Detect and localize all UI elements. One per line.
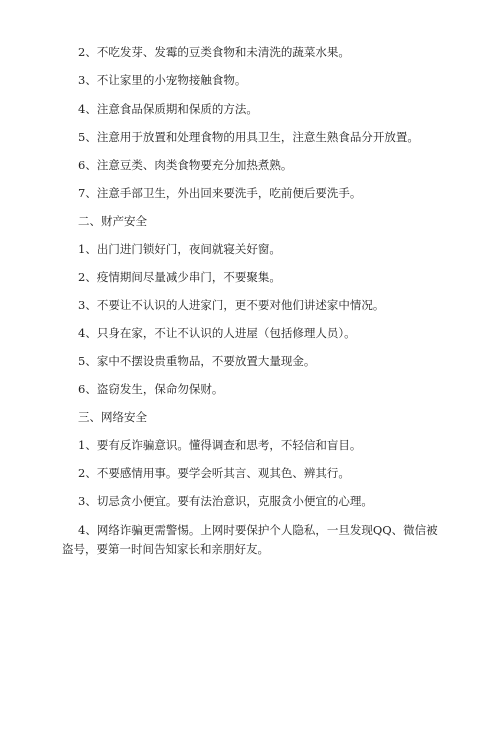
food-safety-item-7: 7、注意手部卫生，外出回来要洗手，吃前便后要洗手。 bbox=[78, 186, 362, 200]
food-safety-item-3: 3、不让家里的小宠物接触食物。 bbox=[78, 73, 247, 87]
food-safety-item-4: 4、注意食品保质期和保质的方法。 bbox=[78, 102, 258, 116]
network-safety-item-2: 2、不要感情用事。要学会听其言、观其色、辨其行。 bbox=[78, 466, 350, 480]
network-safety-item-1: 1、要有反诈骗意识。懂得调查和思考，不轻信和盲目。 bbox=[78, 438, 362, 452]
network-safety-item-4: 4、网络诈骗更需警惕。上网时要保护个人隐私，一旦发现QQ、微信被 盗号，要第一时间告知家长和亲朋好友。 bbox=[62, 523, 438, 556]
food-safety-item-5: 5、注意用于放置和处理食物的用具卫生，注意生熟食品分开放置。 bbox=[78, 130, 419, 144]
property-safety-item-6: 6、盗窃发生，保命勿保财。 bbox=[78, 382, 224, 396]
property-safety-item-3: 3、不要让不认识的人进家门，更不要对他们讲述家中情况。 bbox=[78, 298, 385, 312]
property-safety-item-1: 1、出门进门锁好门，夜间就寝关好窗。 bbox=[78, 242, 281, 256]
food-safety-item-6: 6、注意豆类、肉类食物要充分加热煮熟。 bbox=[78, 158, 293, 172]
network-safety-item-3: 3、切忌贪小便宜。要有法治意识，克服贪小便宜的心理。 bbox=[78, 494, 373, 508]
property-safety-item-2: 2、疫情期间尽量减少串门，不要聚集。 bbox=[78, 270, 281, 284]
property-safety-item-4: 4、只身在家，不让不认识的人进屋（包括修理人员）。 bbox=[78, 326, 356, 340]
property-safety-item-5: 5、家中不摆设贵重物品，不要放置大量现金。 bbox=[78, 354, 316, 368]
section-heading-property-safety: 二、财产安全 bbox=[78, 214, 147, 228]
section-heading-network-safety: 三、网络安全 bbox=[78, 410, 147, 424]
food-safety-item-2: 2、不吃发芽、发霉的豆类食物和未清洗的蔬菜水果。 bbox=[78, 45, 350, 59]
